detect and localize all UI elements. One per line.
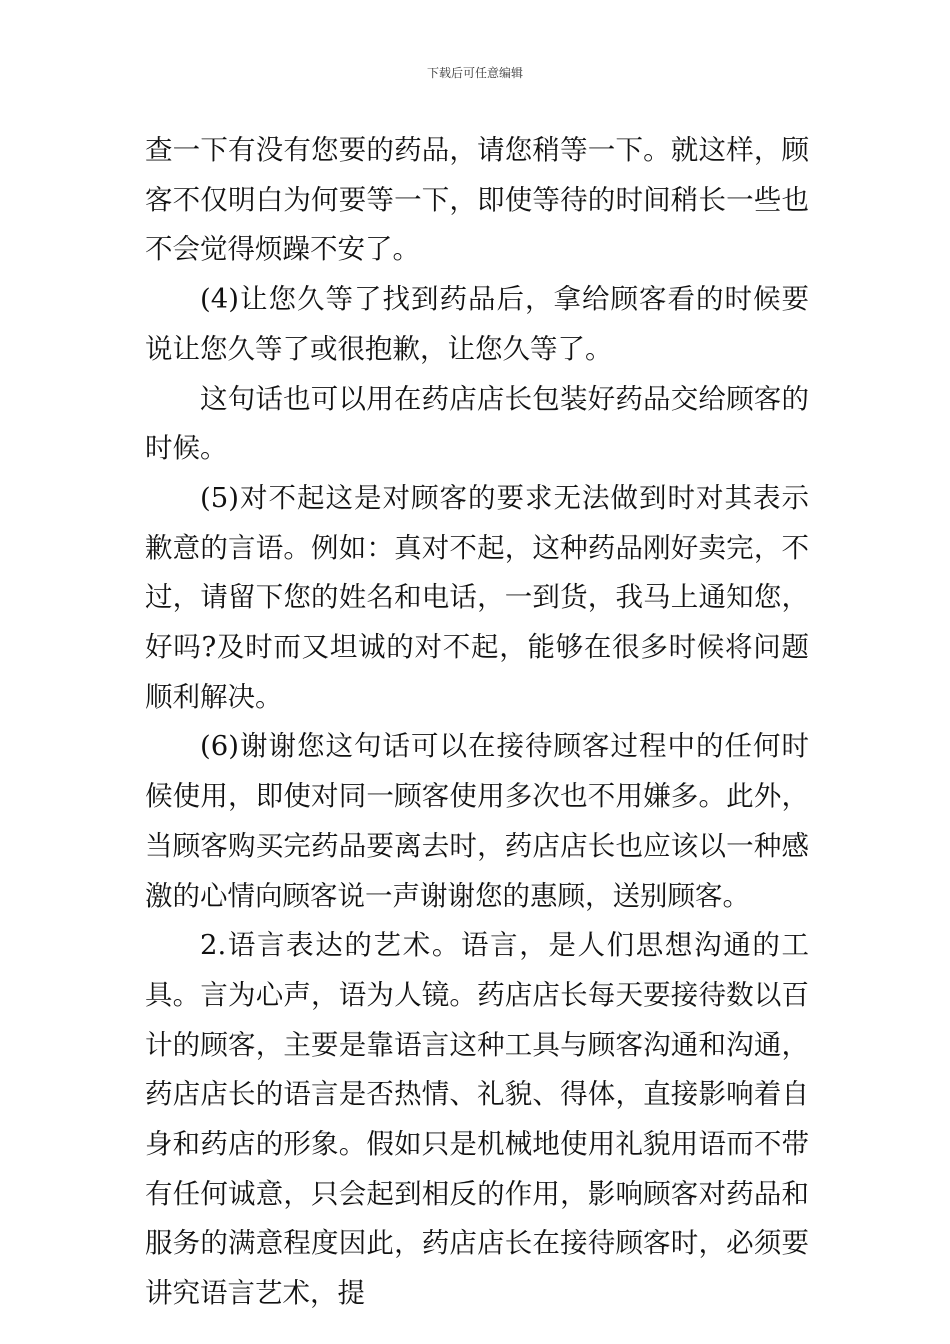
paragraph-item-4: (4)让您久等了找到药品后，拿给顾客看的时候要说让您久等了或很抱歉，让您久等了。 [145, 283, 809, 365]
paragraph-continuation: 查一下有没有您要的药品，请您稍等一下。就这样，顾客不仅明白为何要等一下，即使等待的时间稍长一些也不会觉得烦躁不安了。 [145, 134, 809, 266]
paragraph-section-2: 2.语言表达的艺术。语言，是人们思想沟通的工具。言为心声，语为人镜。药店店长每天要接待数以百计的顾客，主要是靠语言这种工具与顾客沟通和沟通，药店店长的语言是否热情、礼貌、得体，直接影响着自身和药店的形象。假如只是机械地使用礼貌用语而不带有任何诚意，只会起到相反的作用，影响顾客对药品和服务的满意程度因此，药店店长在接待顾客时，必须要讲究语言艺术，提 [145, 929, 809, 1310]
paragraph-item-5: (5)对不起这是对顾客的要求无法做到时对其表示歉意的言语。例如：真对不起，这种药品刚好卖完，不过，请留下您的姓名和电话，一到货，我马上通知您，好吗?及时而又坦诚的对不起，能够在很多时候将问题顺利解决。 [145, 481, 809, 713]
document-body [145, 126, 809, 1319]
paragraph-note: 这句话也可以用在药店店长包装好药品交给顾客的时候。 [145, 382, 809, 465]
paragraph-item-6: (6)谢谢您这句话可以在接待顾客过程中的任何时候使用，即使对同一顾客使用多次也不用嫌多。此外，当顾客购买完药品要离去时，药店店长也应该以一种感激的心情向顾客说一声谢谢您的惠顾，送别顾客。 [145, 730, 809, 912]
page-header: 下载后可任意编辑 [426, 66, 523, 80]
